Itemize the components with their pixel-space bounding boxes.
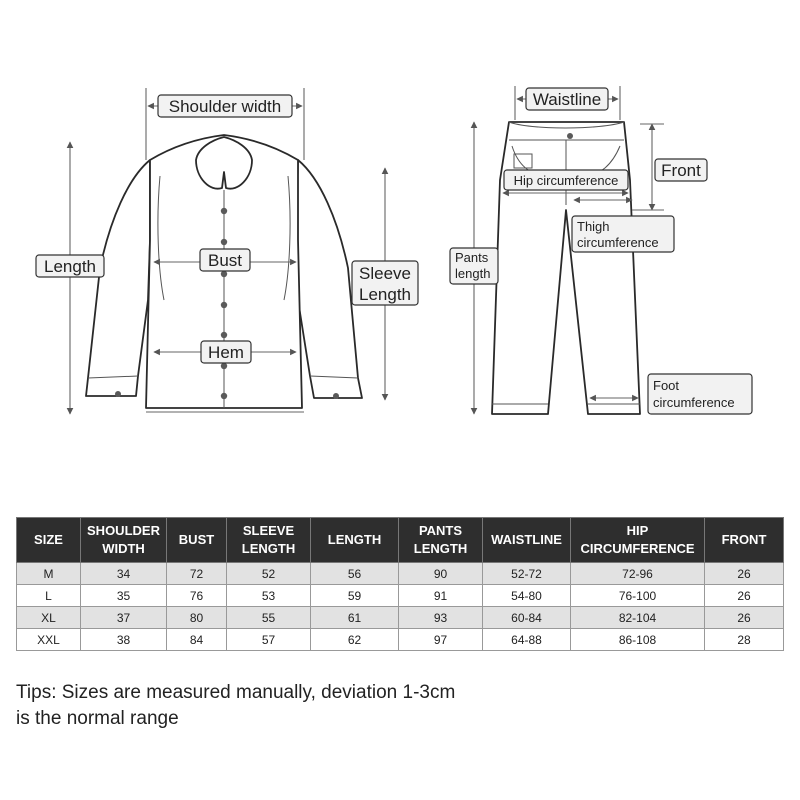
svg-text:circumference: circumference [577,235,659,250]
table-cell: 37 [81,607,167,629]
tips-line-1: Tips: Sizes are measured manually, deviation 1-3cm [16,682,456,703]
column-header [311,518,399,563]
shirt-button [221,239,227,245]
foot-circumference-label [648,374,752,414]
hip-circumference-label [504,170,628,190]
column-header [571,518,705,563]
column-header-text: LENGTH [241,541,296,556]
table-cell: 90 [399,563,483,585]
shirt-button [221,393,227,399]
table-cell: 53 [227,585,311,607]
column-header-text: SHOULDER [87,523,160,538]
length-label [36,255,104,277]
table-cell: 55 [227,607,311,629]
table-cell: 72-96 [571,563,705,585]
table-cell: 76 [167,585,227,607]
column-header-text: SIZE [34,532,63,547]
table-cell: 57 [227,629,311,651]
shirt-button [221,208,227,214]
sleeve-length-label [352,261,418,305]
svg-text:circumference: circumference [653,395,735,410]
table-header-row [17,518,784,563]
column-header-text: PANTS [418,523,463,538]
table-cell: XL [17,607,81,629]
size-table [16,517,784,651]
column-header-text: WIDTH [102,541,145,556]
cuff-button [115,391,121,397]
table-cell: 62 [311,629,399,651]
table-cell: 80 [167,607,227,629]
column-header-text: HIP [626,523,649,538]
cuff-button [333,393,339,399]
table-cell: 97 [399,629,483,651]
table-cell: 26 [705,607,784,629]
svg-text:Pants: Pants [455,250,489,265]
pants-length-label [450,248,498,284]
table-row [17,585,784,607]
table-cell: 82-104 [571,607,705,629]
table-cell: 59 [311,585,399,607]
column-header-text: CIRCUMFERENCE [580,541,695,556]
table-cell: 72 [167,563,227,585]
waistline-label [526,88,608,110]
column-header [399,518,483,563]
table-cell: 52-72 [483,563,571,585]
waist-button [567,133,573,139]
table-cell: 61 [311,607,399,629]
table-body [17,563,784,651]
column-header [483,518,571,563]
table-cell: XXL [17,629,81,651]
table-row [17,607,784,629]
shirt-button [221,332,227,338]
svg-text:Hem: Hem [208,343,244,362]
svg-text:Front: Front [661,161,701,180]
column-header [227,518,311,563]
pants-illustration [492,122,640,414]
table-cell: 38 [81,629,167,651]
tips-text [16,680,576,732]
svg-text:Hip circumference: Hip circumference [513,173,619,188]
svg-text:Thigh: Thigh [577,219,610,234]
svg-text:length: length [455,266,491,281]
table-row [17,629,784,651]
svg-text:Foot: Foot [653,378,680,393]
table-cell: 56 [311,563,399,585]
table-cell: 52 [227,563,311,585]
column-header-text: BUST [178,532,215,547]
column-header [167,518,227,563]
column-header-text: SLEEVE [242,523,295,538]
svg-text:Bust: Bust [207,251,243,270]
table-cell: 26 [705,585,784,607]
front-label [655,159,707,181]
svg-text:Length: Length [44,257,96,276]
table-cell: 54-80 [483,585,571,607]
table-cell: M [17,563,81,585]
table-cell: 93 [399,607,483,629]
column-header-text: LENGTH [327,532,382,547]
table-row [17,563,784,585]
column-header [81,518,167,563]
column-header-text: FRONT [721,532,767,547]
table-cell: 91 [399,585,483,607]
bust-label [200,249,250,271]
table-cell: 64-88 [483,629,571,651]
column-header [705,518,784,563]
table-cell: 26 [705,563,784,585]
table-cell: 34 [81,563,167,585]
table-cell: 60-84 [483,607,571,629]
tips-line-2: is the normal range [16,708,179,729]
hem-label [201,341,251,363]
svg-text:Waistline: Waistline [532,90,602,109]
shirt-button [221,363,227,369]
shoulder-width-label [158,95,292,117]
table-cell: 76-100 [571,585,705,607]
svg-text:Sleeve: Sleeve [359,264,411,283]
column-header-text: WAISTLINE [491,532,562,547]
column-header-text: LENGTH [413,541,468,556]
svg-text:Shoulder width: Shoulder width [168,97,282,116]
table-cell: 28 [705,629,784,651]
table-cell: L [17,585,81,607]
table-cell: 35 [81,585,167,607]
column-header [17,518,81,563]
svg-text:Length: Length [359,285,411,304]
thigh-circumference-label [572,216,674,252]
table-cell: 84 [167,629,227,651]
shirt-button [221,302,227,308]
shirt-button [221,271,227,277]
table-cell: 86-108 [571,629,705,651]
